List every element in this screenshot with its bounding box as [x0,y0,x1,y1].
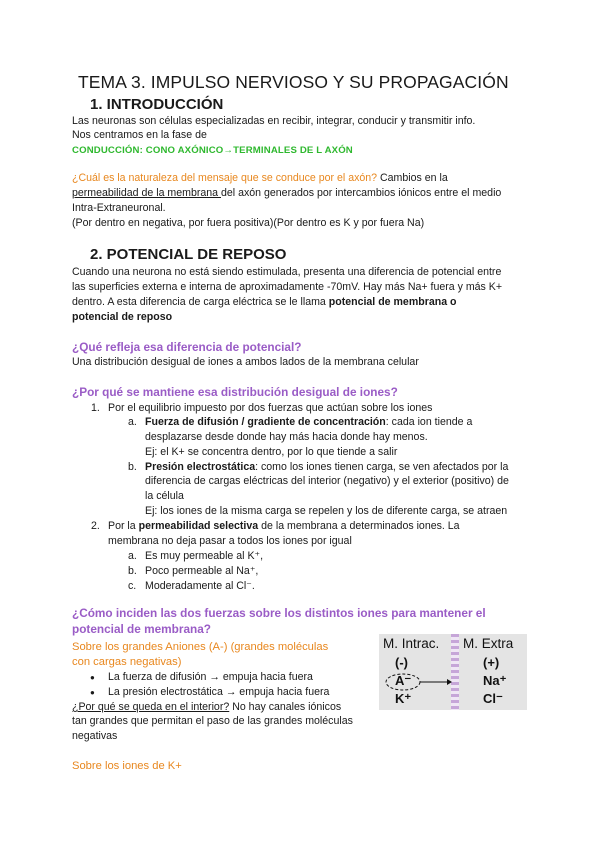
anions-heading-line-2: con cargas negativas) [72,656,182,668]
reposo-line-1: Cuando una neurona no está siendo estimulada, presenta una diferencia de potencial entre [72,266,502,278]
interior-answer: No hay canales iónicos [229,701,342,713]
list-item-2-line-2: membrana no deja pasar a todos los iones por igual [108,535,352,547]
list-item-2 [108,519,460,533]
interior-question-line-1 [72,700,341,714]
diffusion-force-term: Fuerza de difusión / gradiente de concentración [145,416,386,428]
message-answer-start: Cambios en la [377,172,448,184]
reposo-line-4 [72,310,172,324]
list-number-1: 1. [91,402,100,414]
message-paragraph-line-3: Intra-Extraneuronal. [72,202,166,214]
anion-highlight-ellipse [386,674,420,690]
message-answer-middle: del axón generados por intercambios iónicos entre el medio [221,187,502,199]
bullet-icon: ● [90,673,95,682]
potassium-heading: Sobre los iones de K+ [72,760,182,772]
forces-question-line-2: potencial de membrana? [72,622,211,636]
bullet-item-electrostatic: La presión electrostática → empuja hacia fuera [108,686,330,698]
anions-heading-line-1: Sobre los grandes Aniones (A-) (grandes moléculas [72,641,329,653]
list-item-1b-line-4: Ej: los iones de la misma carga se repelen y los de diferente carga, se atraen [145,505,508,517]
list-item-1b-line-3: la célula [145,490,184,502]
chloride-label: Cl⁻ [483,691,503,706]
intracellular-header: M. Intrac. [383,636,440,651]
interior-question: ¿Por qué se queda en el interior? [72,701,230,713]
electrostatic-pressure-text: : como los iones tienen carga, se ven afectados por la [255,461,509,473]
list-item-1a-line-2: desplazarse desde donde hay más hacia donde hay menos. [145,431,428,443]
reposo-line-3 [72,295,457,309]
intro-heading: 1. INTRODUCCIÓN [90,96,224,113]
list-item-2-post: de la membrana a determinados iones. La [258,520,460,532]
selective-permeability-term: permeabilidad selectiva [138,520,259,532]
list-item-1b [145,460,508,474]
intro-line-2: Nos centramos en la fase de [72,129,207,141]
ion-distribution-diagram [379,634,527,710]
intracellular-charge: (-) [395,655,408,670]
anion-label: A⁻ [395,673,412,688]
interior-answer-line-2: tan grandes que permitan el paso de las grandes moléculas [72,715,353,727]
reposo-heading: 2. POTENCIAL DE REPOSO [90,246,287,263]
potential-difference-answer: Una distribución desigual de iones a ambos lados de la membrana celular [72,356,419,368]
conduction-phase: CONDUCCIÓN: CONO AXÓNICO→TERMINALES DE L AXÓN [72,145,353,156]
message-question: ¿Cuál es la naturaleza del mensaje que se conduce por el axón? [72,172,378,184]
anion-arrow-head [447,679,452,685]
list-letter-2a: a. [128,550,137,562]
list-item-1: Por el equilibrio impuesto por dos fuerzas que actúan sobre los iones [108,402,433,414]
intro-line-1: Las neuronas son células especializadas en recibir, integrar, conducir y transmitir info. [72,115,476,127]
anion-arrow-overlay [379,634,527,710]
extracellular-header: M. Extra [463,636,514,651]
extracellular-charge: (+) [483,655,500,670]
distribution-question: ¿Por qué se mantiene esa distribución desigual de iones? [72,385,398,399]
list-item-2a: Es muy permeable al K⁺, [145,550,264,562]
list-item-2b: Poco permeable al Na⁺, [145,565,259,577]
list-item-1a-line-3: Ej: el K+ se concentra dentro, por lo que tiende a salir [145,446,398,458]
list-item-1a [145,415,472,429]
list-item-2c: Moderadamente al Cl⁻. [145,580,255,592]
reposo-line-3-text: dentro. A esta diferencia de carga eléctrica se le llama [72,296,329,308]
electrostatic-pressure-term: Presión electrostática [145,461,256,473]
list-item-1b-line-2: diferencia de cargas eléctricas del interior (negativo) y el exterior (positivo) de [145,475,509,487]
list-letter-1a: a. [128,416,137,428]
list-letter-2b: b. [128,565,137,577]
message-paragraph-line-1 [72,171,448,185]
list-item-2-pre: Por la [108,520,139,532]
diffusion-force-text: : cada ion tiende a [385,416,473,428]
bullet-icon: ● [90,688,95,697]
list-number-2: 2. [91,520,100,532]
message-paragraph-line-4: (Por dentro en negativa, por fuera positiva)(Por dentro es K y por fuera Na) [72,217,425,229]
resting-potential-term: potencial de reposo [72,311,173,323]
sodium-label: Na⁺ [483,673,507,688]
list-letter-1b: b. [128,461,137,473]
list-letter-2c: c. [128,580,137,592]
message-paragraph-line-2 [72,186,501,200]
interior-answer-line-3: negativas [72,730,118,742]
reposo-line-2: las superficies externa e interna de aproximadamente -70mV. Hay más Na+ fuera y más K+ [72,281,503,293]
forces-question-line-1: ¿Cómo inciden las dos fuerzas sobre los distintos iones para mantener el [72,606,486,620]
document-title: TEMA 3. IMPULSO NERVIOSO Y SU PROPAGACIÓN [78,72,509,92]
potential-difference-question: ¿Qué refleja esa diferencia de potencial? [72,340,302,354]
membrane-potential-term: potencial de membrana o [328,296,457,308]
membrane-permeability: permeabilidad de la membrana [72,187,221,199]
potassium-label: K⁺ [395,691,412,706]
bullet-item-diffusion: La fuerza de difusión → empuja hacia fuera [108,671,313,683]
